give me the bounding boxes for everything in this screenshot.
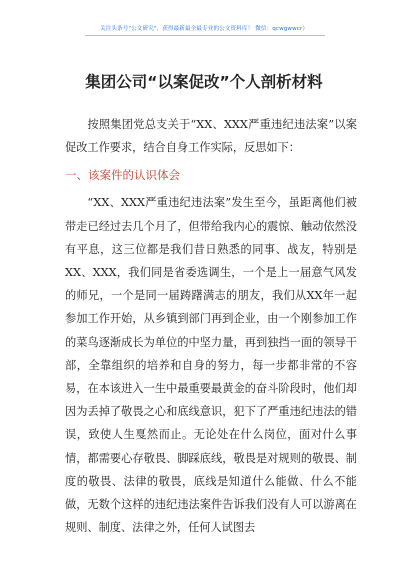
body-paragraph: “XX、XXX严重违纪违法案”发生至今，虽距离他们被带走已经过去几个月了，但带给我内心的震惊、触动依然没有平息，这三位都是我们昔日熟悉的同事、战友，特别是XX、XXX，我们同是省委选调生，一个是上一届意气风发的师兄，一个是同一届踌躇满志的朋友，我们从XX年一起参加工作开始，从乡镇到部门再到企业，由一个刚参加工作的菜鸟逐渐成长为单位的中坚力量，再到独挡一面的领导干部，全靠组织的培养和自身的努力，每一步都非常的不容易，在本该进入一生中最重要最黄金的奋斗阶段时，他们却因为丢掉了敬畏之心和底线意识，犯下了严重违纪违法的错误，致使人生戛然而止。无论处在什么岗位，面对什么事情，都需要心存敬畏、脚踩底线，敬畏是对规则的敬畏、制度的敬畏、法律的敬畏，底线是知道什么能做、什么不能做，无数个这样的违纪违法案件告诉我们没有人可以游离在规则、制度、法律之外，任何人试图去 [65,196,357,535]
document-title: 集团公司“以案促改”个人剖析材料 [85,73,323,91]
header-banner: 关注头条号"公文研究"，获得最新最全最专业的公文资料库！ 微信：qcwgwwcr） [99,26,309,32]
header-divider [85,35,325,36]
document-body [65,113,357,539]
intro-paragraph: 按照集团党总支关于“XX、XXX严重违纪违法案”以案促改工作要求，结合自身工作实际，反思如下： [65,118,357,155]
section-heading: 一、该案件的认识体会 [65,168,180,183]
